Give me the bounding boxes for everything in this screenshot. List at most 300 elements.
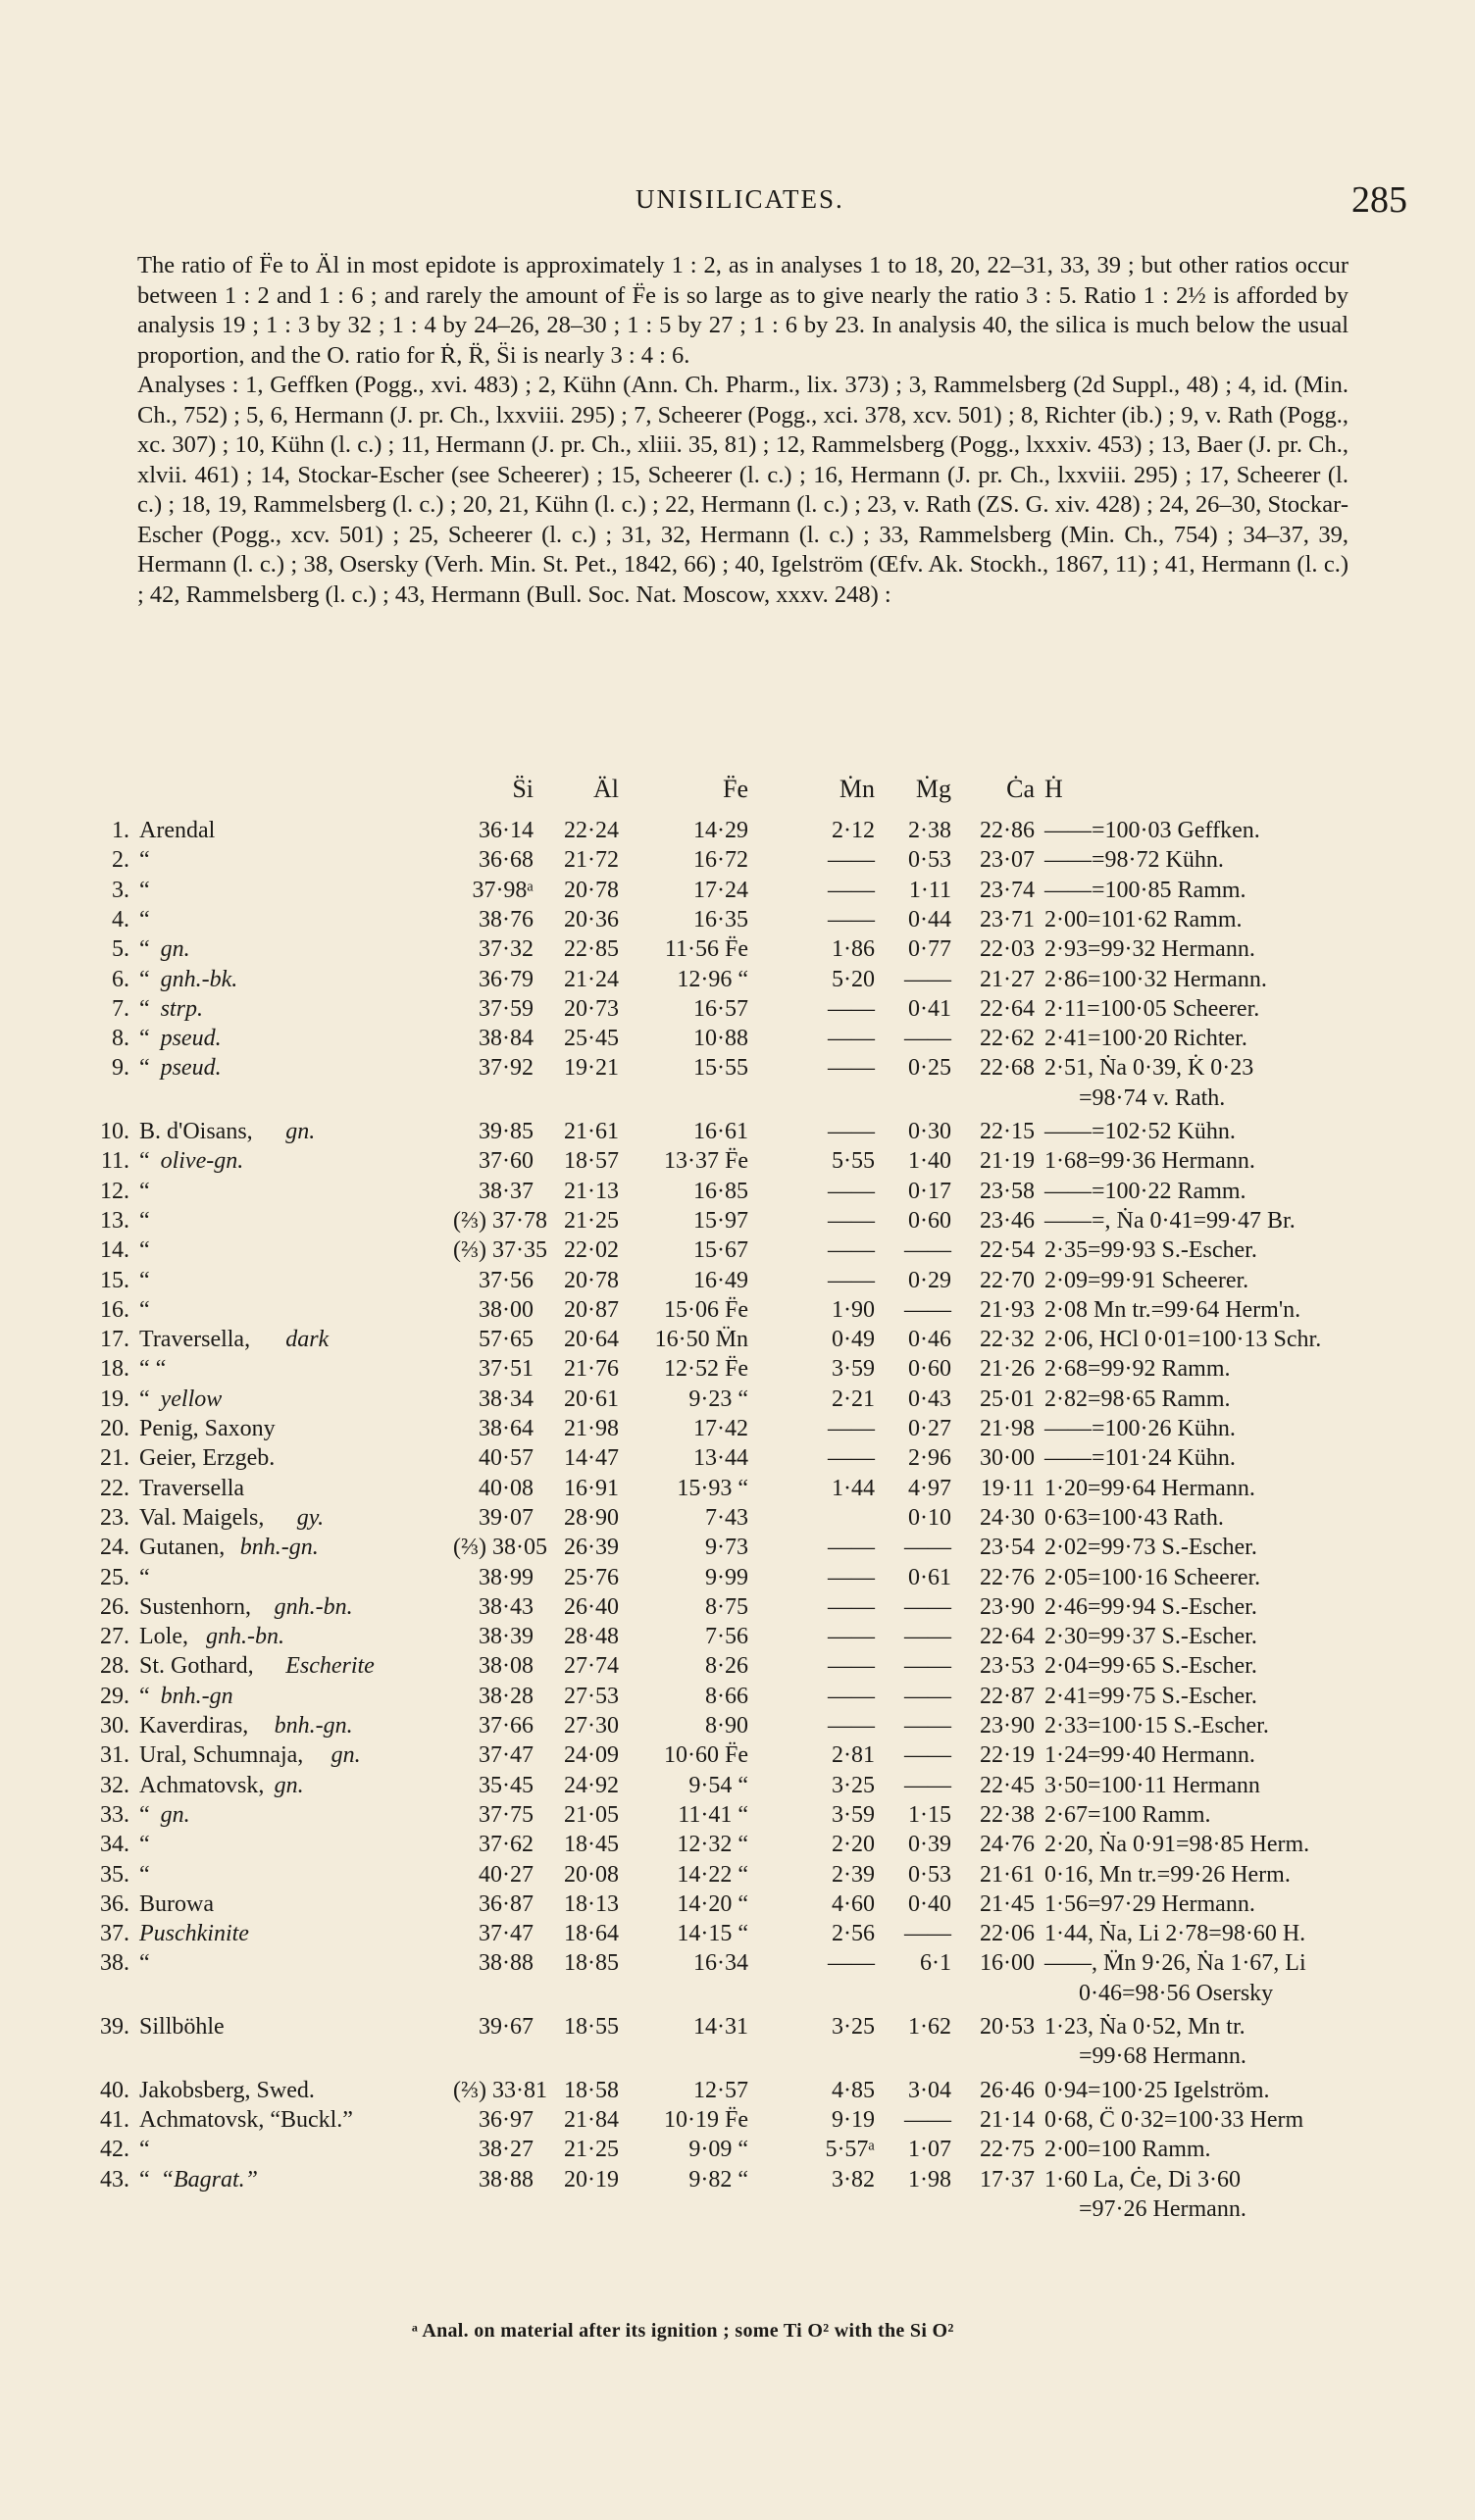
cell-var: gnh.-bn. bbox=[274, 1593, 353, 1620]
cell-var: gn. bbox=[285, 1119, 316, 1144]
cell-fe: 9·73 bbox=[705, 1535, 748, 1561]
cell-no: 16. bbox=[100, 1296, 129, 1323]
cell-var: gnh.-bk. bbox=[160, 966, 238, 992]
cell-no: 22. bbox=[100, 1475, 129, 1501]
cell-si: 37·60 bbox=[479, 1148, 534, 1175]
cell-mn: —— bbox=[828, 1535, 875, 1561]
cell-var: gn. bbox=[274, 1772, 304, 1798]
cell-mg: —— bbox=[904, 1683, 951, 1709]
cell-h: 1·24=99·40 Hermann. bbox=[1044, 1742, 1255, 1769]
cell-si: 37·62 bbox=[479, 1832, 534, 1858]
cell-al: 28·48 bbox=[564, 1624, 619, 1650]
cell-no: 21. bbox=[100, 1445, 129, 1472]
cell-fe: 10·88 bbox=[693, 1026, 748, 1052]
cell-mn: —— bbox=[828, 847, 875, 874]
cell-fe: 8·66 bbox=[705, 1683, 748, 1709]
cell-var: olive-gn. bbox=[160, 1148, 244, 1175]
cell-al: 26·40 bbox=[564, 1593, 619, 1620]
cell-si: 36·68 bbox=[479, 847, 534, 874]
cell-h-continued: =98·74 v. Rath. bbox=[1079, 1084, 1226, 1111]
cell-ca: 26·46 bbox=[980, 2077, 1035, 2103]
cell-ca: 22·64 bbox=[980, 995, 1035, 1022]
cell-ca: 22·54 bbox=[980, 1237, 1035, 1264]
cell-mn: —— bbox=[828, 1237, 875, 1264]
cell-no: 27. bbox=[100, 1624, 129, 1650]
cell-fe: 14·22 “ bbox=[677, 1861, 748, 1888]
cell-fe: 13·44 bbox=[693, 1445, 748, 1472]
cell-si: 37·47 bbox=[479, 1742, 534, 1769]
cell-no: 12. bbox=[100, 1178, 129, 1204]
cell-mg: 1·07 bbox=[908, 2137, 951, 2163]
cell-no: 24. bbox=[100, 1535, 129, 1561]
cell-ca: 23·53 bbox=[980, 1653, 1035, 1680]
cell-ca: 22·64 bbox=[980, 1624, 1035, 1650]
cell-h: ——=100·26 Kühn. bbox=[1044, 1416, 1236, 1441]
cell-h: 2·02=99·73 S.-Escher. bbox=[1044, 1535, 1257, 1561]
cell-mg: 0·25 bbox=[908, 1055, 951, 1082]
cell-mg: 0·46 bbox=[908, 1327, 951, 1353]
cell-al: 27·53 bbox=[564, 1683, 619, 1709]
cell-loc: “ bbox=[139, 1861, 150, 1888]
cell-fe: 15·67 bbox=[693, 1237, 748, 1264]
cell-fe: 15·97 bbox=[693, 1207, 748, 1234]
col-mn: Ṁn bbox=[839, 775, 875, 803]
cell-ca: 30·00 bbox=[980, 1445, 1035, 1472]
cell-mn: 3·25 bbox=[832, 2014, 875, 2040]
cell-mg: 0·60 bbox=[908, 1356, 951, 1383]
cell-mg: —— bbox=[904, 2106, 951, 2133]
cell-h: ——=101·24 Kühn. bbox=[1044, 1445, 1236, 1472]
cell-fe: 10·19 F̈e bbox=[664, 2106, 748, 2133]
cell-no: 7. bbox=[112, 995, 129, 1022]
cell-fe: 9·54 “ bbox=[688, 1772, 748, 1798]
cell-no: 30. bbox=[100, 1713, 129, 1739]
cell-no: 39. bbox=[100, 2014, 129, 2040]
cell-mg: —— bbox=[904, 966, 951, 992]
cell-al: 21·25 bbox=[564, 1207, 619, 1234]
cell-al: 21·25 bbox=[564, 2137, 619, 2163]
cell-var: pseud. bbox=[160, 1026, 222, 1052]
cell-var: gn. bbox=[160, 1801, 190, 1828]
cell-mn: —— bbox=[828, 1683, 875, 1709]
cell-ca: 22·06 bbox=[980, 1921, 1035, 1947]
cell-h: ——=100·22 Ramm. bbox=[1044, 1178, 1246, 1204]
cell-si: 38·88 bbox=[479, 1950, 534, 1977]
cell-mg: 0·53 bbox=[908, 1861, 951, 1888]
cell-al: 16·91 bbox=[564, 1475, 619, 1501]
cell-mn: —— bbox=[828, 1593, 875, 1620]
cell-si: 36·14 bbox=[479, 818, 534, 843]
cell-si: 35·45 bbox=[479, 1772, 534, 1798]
cell-loc: “ bbox=[139, 906, 150, 932]
cell-mn: 1·44 bbox=[832, 1475, 875, 1501]
cell-h: 2·41=100·20 Richter. bbox=[1044, 1026, 1247, 1052]
cell-fe: 16·57 bbox=[693, 995, 748, 1022]
cell-si: 38·37 bbox=[479, 1178, 534, 1204]
cell-var: dark bbox=[285, 1327, 330, 1353]
cell-si: 36·97 bbox=[479, 2106, 534, 2133]
cell-mg: 0·53 bbox=[908, 847, 951, 874]
cell-loc: Ural, Schumnaja, bbox=[139, 1742, 304, 1769]
cell-no: 18. bbox=[100, 1356, 129, 1383]
cell-loc: “ “ bbox=[139, 1356, 167, 1383]
cell-mg: 0·61 bbox=[908, 1564, 951, 1590]
page-number: 285 bbox=[1351, 179, 1407, 221]
cell-ca: 21·27 bbox=[980, 966, 1035, 992]
cell-fe: 9·09 “ bbox=[688, 2137, 748, 2163]
cell-mg: 0·10 bbox=[908, 1504, 951, 1531]
col-fe: F̈e bbox=[723, 775, 748, 803]
cell-loc: Sillböhle bbox=[139, 2014, 225, 2040]
cell-mg: —— bbox=[904, 1026, 951, 1052]
cell-al: 22·02 bbox=[564, 1237, 619, 1264]
cell-h: 3·50=100·11 Hermann bbox=[1044, 1772, 1260, 1798]
cell-loc: Sustenhorn, bbox=[139, 1593, 251, 1620]
cell-mg: —— bbox=[904, 1296, 951, 1323]
cell-ca: 22·70 bbox=[980, 1267, 1035, 1293]
cell-ca: 25·01 bbox=[980, 1386, 1035, 1412]
cell-mn: 2·39 bbox=[832, 1861, 875, 1888]
cell-loc: “ bbox=[139, 966, 150, 992]
cell-si: 38·39 bbox=[479, 1624, 534, 1650]
cell-ca: 22·38 bbox=[980, 1801, 1035, 1828]
cell-mn: —— bbox=[828, 906, 875, 932]
cell-mg: 0·44 bbox=[908, 906, 951, 932]
cell-mn: —— bbox=[828, 1950, 875, 1977]
cell-mg: —— bbox=[904, 1713, 951, 1739]
cell-mg: 0·27 bbox=[908, 1416, 951, 1441]
cell-mg: 0·40 bbox=[908, 1890, 951, 1917]
cell-al: 20·64 bbox=[564, 1327, 619, 1353]
cell-fe: 8·75 bbox=[705, 1593, 748, 1620]
cell-ca: 22·76 bbox=[980, 1564, 1035, 1590]
cell-loc: Achmatovsk, bbox=[139, 1772, 265, 1798]
cell-mn: 0·49 bbox=[832, 1327, 875, 1353]
cell-si: 37·59 bbox=[479, 995, 534, 1022]
cell-si: 37·98ᵃ bbox=[472, 877, 534, 903]
cell-mn: 5·55 bbox=[832, 1148, 875, 1175]
cell-fe: 14·29 bbox=[693, 818, 748, 843]
cell-al: 18·58 bbox=[564, 2077, 619, 2103]
cell-h: 2·68=99·92 Ramm. bbox=[1044, 1356, 1231, 1383]
cell-no: 23. bbox=[100, 1504, 129, 1531]
cell-al: 24·09 bbox=[564, 1742, 619, 1769]
cell-ca: 23·58 bbox=[980, 1178, 1035, 1204]
cell-mg: 0·41 bbox=[908, 995, 951, 1022]
cell-mg: 1·40 bbox=[908, 1148, 951, 1175]
cell-si: 57·65 bbox=[479, 1327, 534, 1353]
cell-fe: 16·49 bbox=[693, 1267, 748, 1293]
cell-mn: —— bbox=[828, 1178, 875, 1204]
cell-mn: —— bbox=[828, 1119, 875, 1144]
cell-al: 18·13 bbox=[564, 1890, 619, 1917]
cell-mg: 1·11 bbox=[908, 877, 951, 903]
cell-mn: —— bbox=[828, 1624, 875, 1650]
cell-h: 2·05=100·16 Scheerer. bbox=[1044, 1564, 1261, 1590]
cell-no: 28. bbox=[100, 1653, 129, 1680]
cell-h: 2·06, HCl 0·01=100·13 Schr. bbox=[1044, 1327, 1322, 1353]
cell-mn: —— bbox=[828, 1564, 875, 1590]
cell-mn: 3·25 bbox=[832, 1772, 875, 1798]
cell-fe: 17·42 bbox=[693, 1416, 748, 1441]
cell-ca: 23·46 bbox=[980, 1207, 1035, 1234]
cell-ca: 20·53 bbox=[980, 2014, 1035, 2040]
cell-al: 20·78 bbox=[564, 877, 619, 903]
cell-loc: “ bbox=[139, 1950, 150, 1977]
cell-mg: —— bbox=[904, 1742, 951, 1769]
cell-fe: 13·37 F̈e bbox=[664, 1148, 748, 1175]
cell-al: 20·19 bbox=[564, 2166, 619, 2192]
cell-no: 15. bbox=[100, 1267, 129, 1293]
cell-mg: 0·43 bbox=[908, 1386, 951, 1412]
cell-ca: 23·71 bbox=[980, 906, 1035, 932]
cell-mn: 3·59 bbox=[832, 1801, 875, 1828]
cell-loc: “ bbox=[139, 2166, 150, 2192]
cell-ca: 21·93 bbox=[980, 1296, 1035, 1323]
cell-al: 27·74 bbox=[564, 1653, 619, 1680]
cell-fe: 12·96 “ bbox=[677, 966, 748, 992]
cell-ca: 23·74 bbox=[980, 877, 1035, 903]
cell-ca: 21·19 bbox=[980, 1148, 1035, 1175]
cell-si: 36·87 bbox=[479, 1890, 534, 1917]
cell-fe: 8·26 bbox=[705, 1653, 748, 1680]
cell-al: 14·47 bbox=[564, 1445, 619, 1472]
cell-var: strp. bbox=[160, 995, 203, 1022]
cell-fe: 16·50 M̈n bbox=[654, 1327, 748, 1353]
cell-al: 21·24 bbox=[564, 966, 619, 992]
cell-mg: —— bbox=[904, 1921, 951, 1947]
cell-loc: Achmatovsk, “Buckl.” bbox=[139, 2106, 353, 2133]
col-mg: Ṁg bbox=[915, 775, 951, 803]
cell-si: 37·51 bbox=[479, 1356, 534, 1383]
cell-loc: Gutanen, bbox=[139, 1535, 226, 1561]
cell-no: 29. bbox=[100, 1683, 129, 1709]
cell-fe: 8·90 bbox=[705, 1713, 748, 1739]
cell-mg: —— bbox=[904, 1535, 951, 1561]
cell-h: 1·20=99·64 Hermann. bbox=[1044, 1475, 1255, 1501]
cell-h: ——=100·03 Geffken. bbox=[1044, 818, 1260, 843]
cell-mn: 5·57ᵃ bbox=[825, 2137, 875, 2163]
cell-fe: 10·60 F̈e bbox=[664, 1742, 748, 1769]
cell-var: gnh.-bn. bbox=[206, 1624, 284, 1650]
cell-ca: 22·15 bbox=[980, 1119, 1035, 1144]
cell-al: 20·61 bbox=[564, 1386, 619, 1412]
cell-si: 38·27 bbox=[479, 2137, 534, 2163]
cell-no: 43. bbox=[100, 2166, 129, 2192]
cell-no: 25. bbox=[100, 1564, 129, 1590]
cell-no: 9. bbox=[112, 1055, 129, 1082]
cell-ca: 24·76 bbox=[980, 1832, 1035, 1858]
cell-loc: “ bbox=[139, 1267, 150, 1293]
cell-mn: —— bbox=[828, 1416, 875, 1441]
cell-h: ——=98·72 Kühn. bbox=[1044, 847, 1224, 874]
cell-loc: “ bbox=[139, 936, 150, 963]
cell-mn: 1·90 bbox=[832, 1296, 875, 1323]
cell-al: 21·05 bbox=[564, 1801, 619, 1828]
cell-mn: 3·59 bbox=[832, 1356, 875, 1383]
cell-no: 3. bbox=[112, 877, 129, 903]
cell-ca: 21·61 bbox=[980, 1861, 1035, 1888]
cell-mg: —— bbox=[904, 1593, 951, 1620]
cell-fe: 11·56 F̈e bbox=[664, 936, 748, 963]
cell-al: 21·76 bbox=[564, 1356, 619, 1383]
cell-mg: 0·60 bbox=[908, 1207, 951, 1234]
cell-al: 18·55 bbox=[564, 2014, 619, 2040]
cell-var: pseud. bbox=[160, 1055, 222, 1082]
cell-al: 18·45 bbox=[564, 1832, 619, 1858]
cell-h: 2·09=99·91 Scheerer. bbox=[1044, 1267, 1249, 1293]
cell-no: 19. bbox=[100, 1386, 129, 1412]
cell-loc: “ bbox=[139, 1801, 150, 1828]
cell-h: 2·46=99·94 S.-Escher. bbox=[1044, 1593, 1257, 1620]
cell-h: 2·20, Ṅa 0·91=98·85 Herm. bbox=[1044, 1832, 1310, 1858]
cell-no: 34. bbox=[100, 1832, 129, 1858]
cell-ca: 21·26 bbox=[980, 1356, 1035, 1383]
cell-ca: 23·07 bbox=[980, 847, 1035, 874]
cell-loc: Jakobsberg, Swed. bbox=[139, 2077, 315, 2103]
cell-no: 36. bbox=[100, 1890, 129, 1917]
cell-loc: B. d'Oisans, bbox=[139, 1119, 253, 1144]
cell-ca: 22·03 bbox=[980, 936, 1035, 963]
cell-no: 37. bbox=[100, 1921, 129, 1947]
cell-al: 20·08 bbox=[564, 1861, 619, 1888]
cell-h: 0·16, Mn tr.=99·26 Herm. bbox=[1044, 1861, 1291, 1888]
cell-mg: —— bbox=[904, 1237, 951, 1264]
cell-mg: 1·98 bbox=[908, 2166, 951, 2192]
cell-no: 38. bbox=[100, 1950, 129, 1977]
cell-no: 26. bbox=[100, 1593, 129, 1620]
cell-h: 2·67=100 Ramm. bbox=[1044, 1801, 1211, 1828]
cell-al: 22·85 bbox=[564, 936, 619, 963]
cell-al: 26·39 bbox=[564, 1535, 619, 1561]
cell-loc: “ bbox=[139, 1564, 150, 1590]
cell-si: (⅔) 37·78 bbox=[453, 1207, 547, 1234]
cell-mg: 1·62 bbox=[908, 2014, 951, 2040]
cell-si: 39·85 bbox=[479, 1119, 534, 1144]
cell-fe: 16·34 bbox=[693, 1950, 748, 1977]
cell-loc: Geier, Erzgeb. bbox=[139, 1445, 276, 1472]
cell-no: 14. bbox=[100, 1237, 129, 1264]
cell-loc: “ bbox=[139, 1178, 150, 1204]
cell-no: 4. bbox=[112, 906, 129, 932]
cell-si: 37·56 bbox=[479, 1267, 534, 1293]
cell-al: 24·92 bbox=[564, 1772, 619, 1798]
cell-mg: 1·15 bbox=[908, 1801, 951, 1828]
cell-si: 38·64 bbox=[479, 1416, 534, 1441]
cell-ca: 22·45 bbox=[980, 1772, 1035, 1798]
cell-no: 32. bbox=[100, 1772, 129, 1798]
cell-ca: 22·86 bbox=[980, 818, 1035, 843]
cell-h: ——, M̈n 9·26, Ṅa 1·67, Li bbox=[1044, 1950, 1306, 1977]
cell-h: 1·60 La, Ċe, Di 3·60 bbox=[1044, 2166, 1241, 2192]
cell-h: 2·04=99·65 S.-Escher. bbox=[1044, 1653, 1257, 1680]
cell-fe: 17·24 bbox=[693, 877, 748, 903]
cell-si: 39·67 bbox=[479, 2014, 534, 2040]
cell-ca: 21·98 bbox=[980, 1416, 1035, 1441]
cell-mn: 4·85 bbox=[832, 2077, 875, 2103]
cell-fe: 7·56 bbox=[705, 1624, 748, 1650]
cell-h: ——=102·52 Kühn. bbox=[1044, 1119, 1236, 1144]
cell-loc: “ bbox=[139, 1055, 150, 1082]
cell-si: 37·75 bbox=[479, 1801, 534, 1828]
cell-mn: 9·19 bbox=[832, 2106, 875, 2133]
cell-fe: 7·43 bbox=[705, 1504, 748, 1531]
cell-fe: 9·82 “ bbox=[688, 2166, 748, 2192]
cell-si: 38·00 bbox=[479, 1296, 534, 1323]
cell-si: 38·99 bbox=[479, 1564, 534, 1590]
cell-loc: Val. Maigels, bbox=[139, 1504, 265, 1531]
cell-no: 33. bbox=[100, 1801, 129, 1828]
cell-mn: 3·82 bbox=[832, 2166, 875, 2192]
col-ca: Ċa bbox=[1006, 775, 1035, 803]
cell-al: 25·76 bbox=[564, 1564, 619, 1590]
cell-var: bnh.-gn bbox=[160, 1683, 233, 1709]
cell-mn: —— bbox=[828, 1055, 875, 1082]
cell-fe: 16·85 bbox=[693, 1178, 748, 1204]
cell-loc: “ bbox=[139, 1026, 150, 1052]
ratio-paragraph: The ratio of F̈e to Äl in most epidote is approximately 1 : 2, as in analyses 1 to 18, 20, 22–31, 33, 39 ; but other ratios occur between 1 : 2 and 1 : 6 ; and rarely the amount of F̈e is so large as to give nearly the ratio 3 : 5. Ratio 1 : 2½ is afforded by analysis 19 ; 1 : 3 by 32 ; 1 : 4 by 24–26, 28–30 ; 1 : 5 by 27 ; 1 : 6 by 23. In analysis 40, the silica is much below the usual proportion, and the O. ratio for Ṙ, R̈, S̈i is nearly 3 : 4 : 6. bbox=[137, 252, 1348, 369]
cell-var: Puschkinite bbox=[139, 1921, 249, 1947]
cell-loc: “ bbox=[139, 1296, 150, 1323]
cell-fe: 16·72 bbox=[693, 847, 748, 874]
cell-al: 19·21 bbox=[564, 1055, 619, 1082]
cell-si: 37·92 bbox=[479, 1055, 534, 1082]
cell-h: 2·41=99·75 S.-Escher. bbox=[1044, 1683, 1257, 1709]
cell-si: 38·43 bbox=[479, 1593, 534, 1620]
cell-al: 28·90 bbox=[564, 1504, 619, 1531]
cell-al: 27·30 bbox=[564, 1713, 619, 1739]
cell-ca: 17·37 bbox=[980, 2166, 1035, 2192]
cell-fe: 14·20 “ bbox=[677, 1890, 748, 1917]
cell-h: ——=, Ṅa 0·41=99·47 Br. bbox=[1044, 1207, 1296, 1234]
cell-si: 38·28 bbox=[479, 1683, 534, 1709]
cell-no: 41. bbox=[100, 2106, 129, 2133]
cell-loc: “ bbox=[139, 2137, 150, 2163]
cell-loc: “ bbox=[139, 1832, 150, 1858]
cell-fe: 9·23 “ bbox=[688, 1386, 748, 1412]
cell-ca: 22·87 bbox=[980, 1683, 1035, 1709]
cell-al: 21·61 bbox=[564, 1119, 619, 1144]
cell-si: 38·84 bbox=[479, 1026, 534, 1052]
cell-var: “Bagrat.” bbox=[160, 2166, 258, 2192]
cell-ca: 22·62 bbox=[980, 1026, 1035, 1052]
cell-si: 40·08 bbox=[479, 1475, 534, 1501]
cell-mn: —— bbox=[828, 1713, 875, 1739]
cell-ca: 22·32 bbox=[980, 1327, 1035, 1353]
cell-h: 2·30=99·37 S.-Escher. bbox=[1044, 1624, 1257, 1650]
footnote: ᵃ Anal. on material after its ignition ; some Ti O² with the Si O² bbox=[412, 2320, 954, 2342]
cell-fe: 16·61 bbox=[693, 1119, 748, 1144]
cell-h: 1·44, Ṅa, Li 2·78=98·60 H. bbox=[1044, 1921, 1306, 1947]
cell-fe: 14·31 bbox=[693, 2014, 748, 2040]
cell-ca: 19·11 bbox=[980, 1475, 1035, 1501]
cell-fe: 9·99 bbox=[705, 1564, 748, 1590]
cell-var: gn. bbox=[331, 1742, 361, 1769]
cell-no: 17. bbox=[100, 1327, 129, 1353]
cell-mn: 2·81 bbox=[832, 1742, 875, 1769]
cell-no: 8. bbox=[112, 1026, 129, 1052]
col-h: Ḣ bbox=[1044, 775, 1063, 803]
cell-ca: 22·75 bbox=[980, 2137, 1035, 2163]
intro-text bbox=[137, 251, 1348, 610]
cell-al: 21·72 bbox=[564, 847, 619, 874]
col-al: Äl bbox=[593, 775, 619, 803]
cell-mg: 3·04 bbox=[908, 2077, 951, 2103]
cell-no: 11. bbox=[100, 1148, 129, 1175]
cell-si: 37·66 bbox=[479, 1713, 534, 1739]
cell-no: 42. bbox=[100, 2137, 129, 2163]
cell-fe: 12·52 F̈e bbox=[664, 1356, 748, 1383]
